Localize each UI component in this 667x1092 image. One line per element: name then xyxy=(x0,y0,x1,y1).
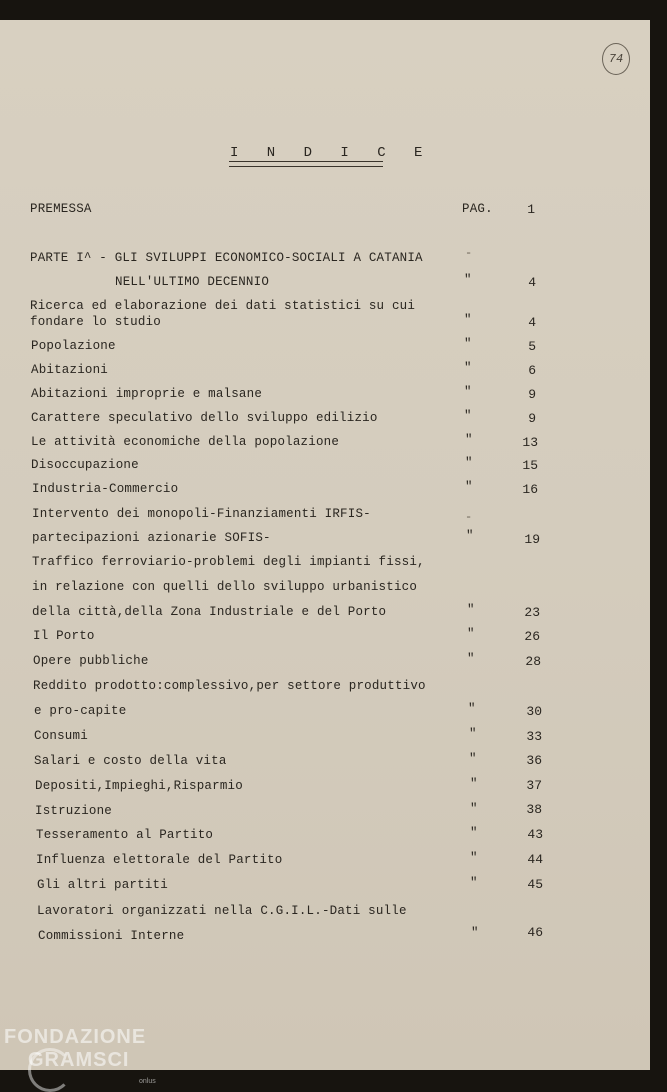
index-title: I N D I C E xyxy=(230,145,433,161)
toc-entry-text: Opere pubbliche xyxy=(33,654,149,668)
toc-entry-page: 38 xyxy=(526,802,542,817)
ditto-mark: " xyxy=(464,409,472,423)
ditto-mark: " xyxy=(464,273,472,287)
watermark-g-icon xyxy=(28,1048,72,1092)
ditto-mark: " xyxy=(470,851,478,865)
ditto-mark: " xyxy=(469,727,477,741)
toc-entry-page: 15 xyxy=(522,458,538,473)
toc-entry-text: Industria-Commercio xyxy=(32,482,179,496)
document-page xyxy=(0,20,650,1085)
ditto-mark: " xyxy=(465,433,473,447)
toc-entry-text: Consumi xyxy=(34,729,88,743)
toc-entry-text: Abitazioni xyxy=(31,363,109,377)
toc-entry-text: fondare lo studio xyxy=(30,315,161,329)
toc-entry-page: 43 xyxy=(527,827,543,842)
toc-entry-text: PARTE I^ - GLI SVILUPPI ECONOMICO-SOCIALI A CATANIA xyxy=(30,251,423,265)
toc-entry-page: 4 xyxy=(528,275,536,290)
ditto-mark: " xyxy=(467,603,475,617)
toc-entry-page: 44 xyxy=(527,852,543,867)
toc-entry-text: Ricerca ed elaborazione dei dati statistici su cui xyxy=(30,299,416,313)
toc-entry-page: 46 xyxy=(527,925,543,940)
toc-entry-page: 26 xyxy=(524,629,540,644)
toc-entry-text: Depositi,Impieghi,Risparmio xyxy=(35,779,243,793)
toc-entry-text: Lavoratori organizzati nella C.G.I.L.-Dati sulle xyxy=(37,904,407,918)
ditto-mark: " xyxy=(467,652,475,666)
toc-entry-text: Istruzione xyxy=(35,804,113,818)
toc-entry-text: in relazione con quelli dello sviluppo urbanistico xyxy=(32,580,418,594)
pag-header: PAG. xyxy=(462,202,493,216)
toc-entry-text: Salari e costo della vita xyxy=(34,754,227,768)
toc-entry-text: Carattere speculativo dello sviluppo edilizio xyxy=(31,411,378,425)
toc-entry-text: Intervento dei monopoli-Finanziamenti IRFIS- xyxy=(32,507,371,521)
toc-entry-text: Abitazioni improprie e malsane xyxy=(31,387,263,401)
toc-entry-text: Tesseramento al Partito xyxy=(36,828,214,842)
toc-entry-text: NELL'ULTIMO DECENNIO xyxy=(115,275,270,289)
ditto-mark: " xyxy=(469,752,477,766)
handwritten-page-number: 74 xyxy=(602,43,630,75)
toc-entry-page: 9 xyxy=(528,387,536,402)
ditto-mark: " xyxy=(468,702,476,716)
toc-entry-page: 6 xyxy=(528,363,536,378)
toc-entry-page: 30 xyxy=(526,704,542,719)
ditto-mark: " xyxy=(464,337,472,351)
toc-entry-page: 37 xyxy=(526,778,542,793)
toc-entry-page: 13 xyxy=(522,435,538,450)
ditto-mark: " xyxy=(464,361,472,375)
tick-mark: - xyxy=(465,510,473,524)
toc-entry-page: 19 xyxy=(524,532,540,547)
toc-entry-text: Popolazione xyxy=(31,339,116,353)
watermark-small: onlus xyxy=(139,1078,156,1085)
toc-entry-text: partecipazioni azionarie SOFIS- xyxy=(32,531,271,545)
toc-entry-page: 9 xyxy=(528,411,536,426)
ditto-mark: " xyxy=(464,313,472,327)
ditto-mark: " xyxy=(470,777,478,791)
watermark-line2: GRAMSCI xyxy=(28,1049,130,1071)
toc-entry-page: 4 xyxy=(528,315,536,330)
toc-entry-page: 16 xyxy=(522,482,538,497)
toc-entry-text: Disoccupazione xyxy=(31,458,139,472)
ditto-mark: " xyxy=(470,802,478,816)
toc-entry-text: Influenza elettorale del Partito xyxy=(36,853,283,867)
ditto-mark: " xyxy=(470,876,478,890)
ditto-mark: " xyxy=(464,385,472,399)
toc-entry-text: Il Porto xyxy=(33,629,95,643)
toc-entry-text: PREMESSA xyxy=(30,202,92,216)
toc-entry-text: Reddito prodotto:complessivo,per settore produttivo xyxy=(33,679,426,693)
ditto-mark: " xyxy=(471,926,479,940)
ditto-mark: " xyxy=(466,529,474,543)
watermark-line1: FONDAZIONE xyxy=(4,1026,147,1048)
toc-entry-page: 33 xyxy=(526,729,542,744)
toc-entry-text: Le attività economiche della popolazione xyxy=(31,435,340,449)
toc-entry-page: 1 xyxy=(527,202,535,217)
title-underline xyxy=(229,161,383,167)
toc-entry-page: 5 xyxy=(528,339,536,354)
watermark-logo xyxy=(4,1026,156,1085)
tick-mark: - xyxy=(465,246,473,260)
toc-entry-text: Gli altri partiti xyxy=(37,878,168,892)
toc-entry-text: e pro-capite xyxy=(34,704,127,718)
ditto-mark: " xyxy=(465,480,473,494)
toc-entry-page: 23 xyxy=(524,605,540,620)
toc-entry-page: 36 xyxy=(526,753,542,768)
ditto-mark: " xyxy=(465,456,473,470)
ditto-mark: " xyxy=(467,627,475,641)
ditto-mark: " xyxy=(470,826,478,840)
toc-entry-text: Traffico ferroviario-problemi degli impianti fissi, xyxy=(32,555,425,569)
toc-entry-page: 28 xyxy=(525,654,541,669)
toc-entry-text: Commissioni Interne xyxy=(38,929,185,943)
toc-entry-page: 45 xyxy=(527,877,543,892)
toc-entry-text: della città,della Zona Industriale e del Porto xyxy=(32,605,387,619)
